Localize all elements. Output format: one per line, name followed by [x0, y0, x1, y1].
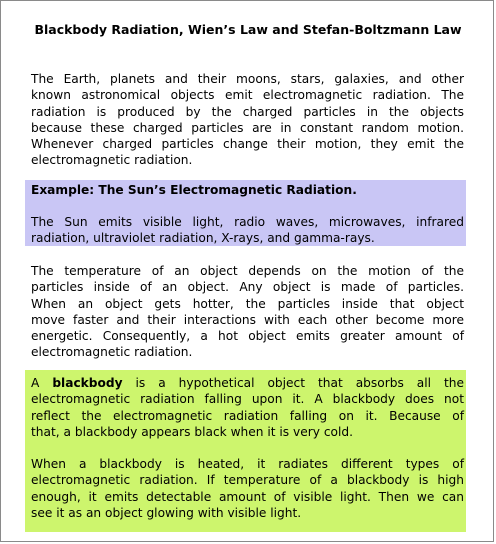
text-line: The Sun emits visible light, radio waves, microwaves, infrared: [31, 215, 464, 229]
text-line: The temperature of an object depends on the motion of the: [31, 264, 464, 278]
blackbody-prefix: A: [31, 376, 53, 390]
text-line: because these charged particles are in constant random motion.: [31, 120, 464, 135]
text-line: When a blackbody is heated, it radiates different types of: [31, 457, 464, 471]
text-line: electromagnetic radiation.: [31, 153, 193, 168]
text-line: radiation is produced by the charged particles in the objects: [31, 104, 464, 119]
text-line: enough, it emits detectable amount of visible light. Then we can: [31, 489, 464, 504]
text-line: reflect the electromagnetic radiation falling on it. Because of: [31, 408, 464, 423]
text-line: electromagnetic radiation falling upon it. A blackbody does not: [31, 392, 464, 407]
blackbody-suffix: is a hypothetical object that absorbs all the: [122, 376, 464, 390]
text-line: The Earth, planets and their moons, stars, galaxies, and other: [31, 72, 464, 86]
heated-paragraph: [31, 456, 464, 521]
text-line: When an object gets hotter, the particles inside that object: [31, 296, 464, 311]
blackbody-term: blackbody: [52, 376, 123, 390]
text-line: known astronomical objects emit electromagnetic radiation. The: [31, 88, 464, 103]
example-heading-text: Example: The Sun’s Electromagnetic Radiation.: [31, 183, 357, 197]
text-line: radiation, ultraviolet radiation, X-rays, and gamma-rays.: [31, 231, 375, 246]
text-line: energetic. Consequently, a hot object emits greater amount of: [31, 329, 464, 344]
blackbody-paragraph: [31, 375, 464, 440]
example-paragraph: [31, 214, 464, 247]
text-line: see it as an object glowing with visible light.: [31, 505, 302, 520]
text-line: [31, 375, 464, 391]
text-line: electromagnetic radiation.: [31, 345, 193, 360]
temperature-paragraph: [31, 263, 464, 361]
example-heading: [31, 182, 464, 198]
text-line: particles inside of an object. Any object is made of particles.: [31, 280, 464, 295]
page-title: Blackbody Radiation, Wien’s Law and Stefan-Boltzmann Law: [34, 22, 462, 37]
text-line: Whenever charged particles change their motion, they emit the: [31, 137, 464, 152]
intro-paragraph: [31, 71, 464, 169]
text-line: electromagnetic radiation. If temperature of a blackbody is high: [31, 473, 464, 488]
text-line: move faster and their interactions with each other become more: [31, 312, 464, 327]
text-line: that, a blackbody appears black when it is very cold.: [31, 424, 353, 439]
